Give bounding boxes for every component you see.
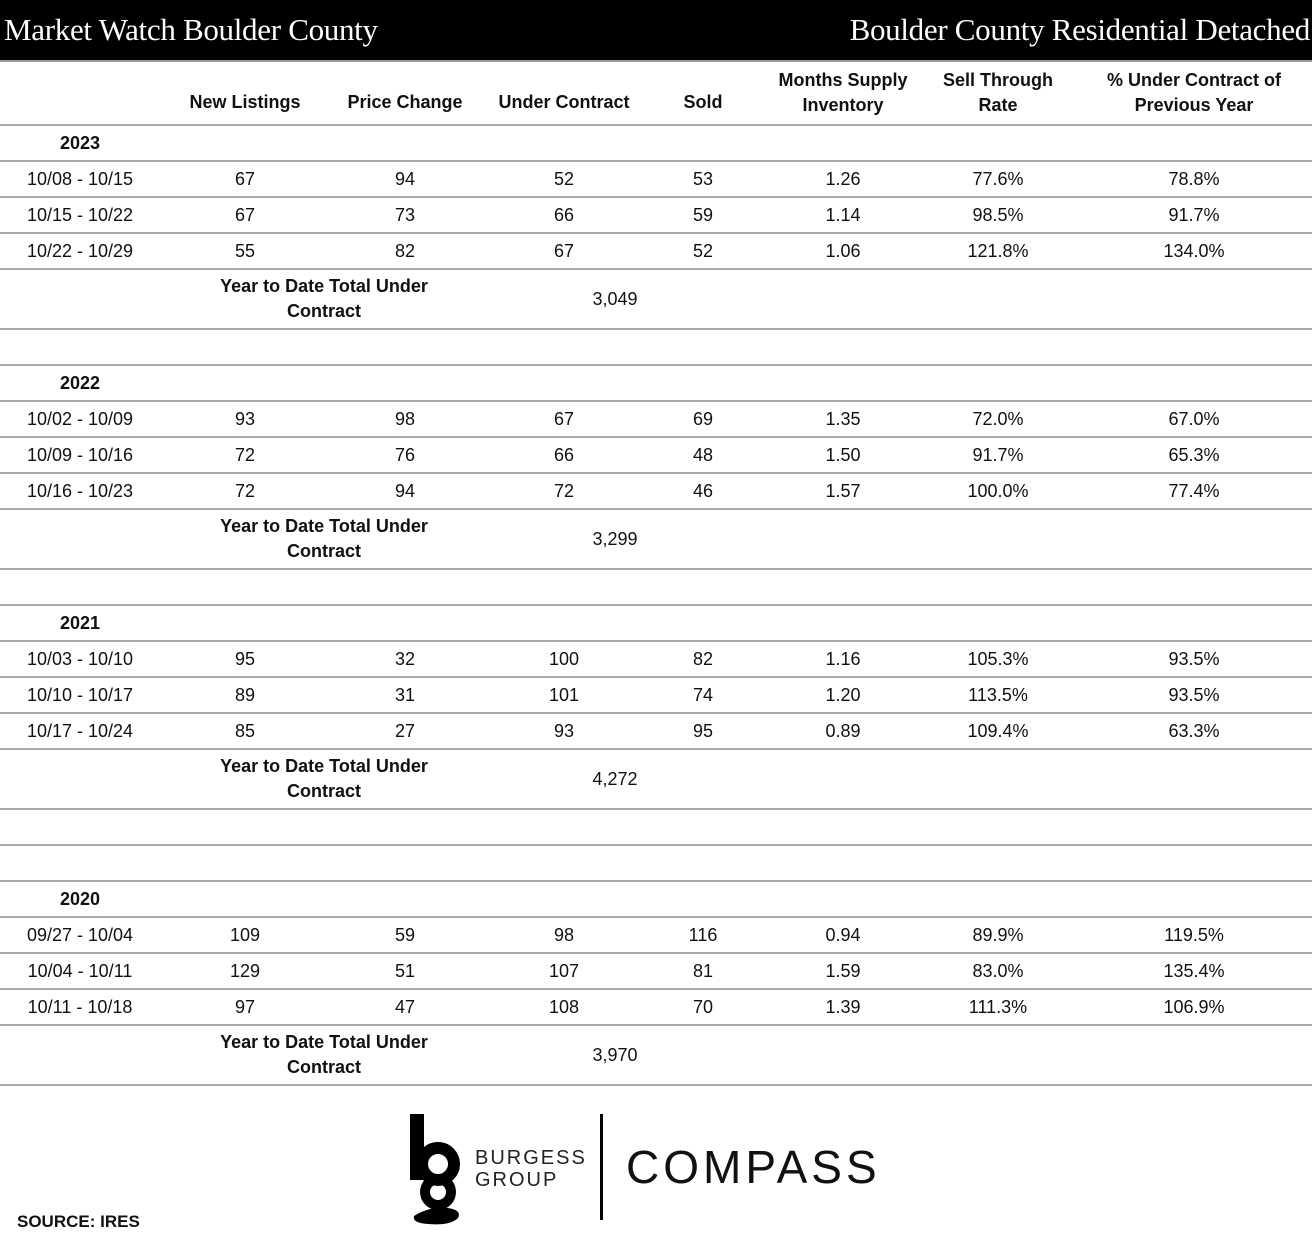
col-under-contract: Under Contract (498, 91, 630, 112)
cell-under-contract: 100 (548, 648, 580, 669)
cell-new-listings: 67 (234, 168, 256, 189)
year-header-row (0, 366, 1312, 402)
cell-period: 10/02 - 10/09 (26, 408, 134, 429)
cell-sold: 82 (692, 648, 714, 669)
spacer-row (0, 810, 1312, 846)
cell-months-supply: 1.35 (825, 408, 861, 429)
logo-divider (600, 1114, 603, 1220)
cell-pct-prev: 91.7% (1168, 204, 1220, 225)
cell-new-listings: 89 (234, 684, 256, 705)
cell-sell-through: 100.0% (967, 480, 1029, 501)
cell-new-listings: 72 (234, 444, 256, 465)
ytd-total-row (0, 510, 1312, 570)
cell-period: 10/09 - 10/16 (26, 444, 134, 465)
cell-price-change: 32 (394, 648, 416, 669)
table-row (0, 474, 1312, 510)
cell-sold: 69 (692, 408, 714, 429)
cell-months-supply: 1.20 (825, 684, 861, 705)
cell-under-contract: 52 (553, 168, 575, 189)
cell-period: 10/22 - 10/29 (26, 240, 134, 261)
col-new-listings: New Listings (189, 91, 301, 112)
logo-area (400, 1108, 920, 1228)
year-label: 2021 (59, 612, 101, 633)
table-row (0, 990, 1312, 1026)
page-subtitle: Boulder County Residential Detached (849, 12, 1310, 47)
ytd-total-value: 3,970 (592, 1044, 638, 1065)
cell-price-change: 31 (394, 684, 416, 705)
cell-price-change: 47 (394, 996, 416, 1017)
cell-under-contract: 67 (553, 240, 575, 261)
burgess-group-logo (400, 1108, 920, 1228)
cell-sold: 74 (692, 684, 714, 705)
cell-pct-prev: 93.5% (1168, 684, 1220, 705)
ytd-total-value: 3,049 (592, 288, 638, 309)
cell-months-supply: 1.39 (825, 996, 861, 1017)
cell-price-change: 94 (394, 480, 416, 501)
cell-months-supply: 0.94 (825, 924, 861, 945)
cell-pct-prev: 78.8% (1168, 168, 1220, 189)
table-row (0, 162, 1312, 198)
title-bar (0, 0, 1312, 62)
cell-months-supply: 1.59 (825, 960, 861, 981)
col-months-supply: Months Supply Inventory (778, 70, 908, 115)
year-label: 2020 (59, 888, 101, 909)
year-header-row (0, 606, 1312, 642)
cell-sold: 95 (692, 720, 714, 741)
table-row (0, 954, 1312, 990)
cell-price-change: 59 (394, 924, 416, 945)
cell-months-supply: 1.57 (825, 480, 861, 501)
cell-months-supply: 1.14 (825, 204, 861, 225)
cell-period: 09/27 - 10/04 (26, 924, 134, 945)
burgess-text: BURGESS (475, 1147, 587, 1169)
cell-pct-prev: 119.5% (1164, 924, 1224, 945)
cell-months-supply: 1.26 (825, 168, 861, 189)
table-row (0, 198, 1312, 234)
cell-under-contract: 67 (553, 408, 575, 429)
table-row (0, 678, 1312, 714)
table-row (0, 918, 1312, 954)
cell-under-contract: 98 (553, 924, 575, 945)
compass-logo: COMPASS (626, 1141, 881, 1193)
table-row (0, 234, 1312, 270)
cell-sold: 59 (692, 204, 714, 225)
cell-new-listings: 67 (234, 204, 256, 225)
cell-sold: 116 (688, 924, 718, 945)
cell-price-change: 98 (394, 408, 416, 429)
cell-price-change: 73 (394, 204, 416, 225)
spacer-row (0, 846, 1312, 882)
ytd-total-row (0, 270, 1312, 330)
cell-sell-through: 109.4% (967, 720, 1029, 741)
table-row (0, 402, 1312, 438)
table-row (0, 438, 1312, 474)
cell-sold: 46 (692, 480, 714, 501)
cell-new-listings: 85 (234, 720, 256, 741)
cell-price-change: 51 (394, 960, 416, 981)
cell-sell-through: 77.6% (972, 168, 1024, 189)
page-title: Market Watch Boulder County (4, 12, 378, 47)
cell-under-contract: 93 (553, 720, 575, 741)
cell-sold: 81 (692, 960, 714, 981)
cell-sold: 53 (692, 168, 714, 189)
cell-sold: 48 (692, 444, 714, 465)
year-header-row (0, 882, 1312, 918)
cell-under-contract: 108 (548, 996, 580, 1017)
ytd-total-row (0, 1026, 1312, 1086)
cell-sell-through: 83.0% (972, 960, 1024, 981)
cell-months-supply: 1.16 (825, 648, 861, 669)
cell-under-contract: 107 (548, 960, 580, 981)
cell-pct-prev: 106.9% (1163, 996, 1225, 1017)
col-sell-through: Sell Through Rate (943, 70, 1053, 115)
cell-price-change: 27 (394, 720, 416, 741)
cell-under-contract: 66 (553, 204, 575, 225)
cell-new-listings: 97 (234, 996, 256, 1017)
group-text: GROUP (475, 1169, 559, 1191)
year-label: 2023 (59, 132, 101, 153)
cell-new-listings: 95 (234, 648, 256, 669)
cell-sell-through: 113.5% (968, 684, 1028, 705)
column-header-row (0, 62, 1312, 126)
ytd-label: Year to Date Total Under Contract (220, 276, 428, 321)
cell-new-listings: 129 (229, 960, 261, 981)
cell-months-supply: 1.06 (825, 240, 861, 261)
cell-pct-prev: 134.0% (1163, 240, 1225, 261)
cell-pct-prev: 65.3% (1168, 444, 1220, 465)
cell-sold: 70 (692, 996, 714, 1017)
cell-period: 10/15 - 10/22 (26, 204, 134, 225)
ytd-label: Year to Date Total Under Contract (220, 516, 428, 561)
cell-under-contract: 66 (553, 444, 575, 465)
bg-monogram-g-tail (414, 1208, 459, 1225)
source-note: SOURCE: IRES (17, 1212, 140, 1231)
ytd-label: Year to Date Total Under Contract (220, 756, 428, 801)
cell-new-listings: 72 (234, 480, 256, 501)
cell-pct-prev: 77.4% (1168, 480, 1220, 501)
ytd-total-value: 3,299 (592, 528, 638, 549)
cell-under-contract: 101 (548, 684, 580, 705)
cell-period: 10/17 - 10/24 (26, 720, 134, 741)
ytd-label: Year to Date Total Under Contract (220, 1032, 428, 1077)
cell-pct-prev: 135.4% (1163, 960, 1225, 981)
cell-period: 10/10 - 10/17 (26, 684, 134, 705)
cell-new-listings: 55 (234, 240, 256, 261)
year-header-row (0, 126, 1312, 162)
ytd-total-value: 4,272 (592, 768, 638, 789)
year-label: 2022 (59, 372, 101, 393)
cell-period: 10/03 - 10/10 (26, 648, 134, 669)
cell-period: 10/04 - 10/11 (27, 960, 133, 981)
cell-pct-prev: 93.5% (1168, 648, 1220, 669)
spacer-row (0, 570, 1312, 606)
cell-new-listings: 109 (229, 924, 261, 945)
spacer-row (0, 330, 1312, 366)
cell-period: 10/11 - 10/18 (27, 996, 133, 1017)
cell-sell-through: 98.5% (972, 204, 1024, 225)
table-row (0, 714, 1312, 750)
cell-under-contract: 72 (553, 480, 575, 501)
cell-sell-through: 72.0% (972, 408, 1024, 429)
col-price-change: Price Change (347, 91, 463, 112)
cell-sell-through: 105.3% (967, 648, 1029, 669)
cell-sell-through: 89.9% (972, 924, 1024, 945)
cell-pct-prev: 63.3% (1168, 720, 1220, 741)
cell-sold: 52 (692, 240, 714, 261)
ytd-total-row (0, 750, 1312, 810)
cell-price-change: 82 (394, 240, 416, 261)
cell-months-supply: 1.50 (825, 444, 861, 465)
cell-sell-through: 91.7% (972, 444, 1024, 465)
cell-price-change: 76 (394, 444, 416, 465)
col-pct-under-contract: % Under Contract of Previous Year (1106, 70, 1281, 115)
cell-pct-prev: 67.0% (1168, 408, 1220, 429)
cell-period: 10/08 - 10/15 (26, 168, 134, 189)
cell-new-listings: 93 (234, 408, 256, 429)
cell-price-change: 94 (394, 168, 416, 189)
cell-sell-through: 121.8% (967, 240, 1029, 261)
table-row (0, 642, 1312, 678)
cell-months-supply: 0.89 (825, 720, 861, 741)
bg-monogram-g-bowl (425, 1179, 451, 1205)
cell-sell-through: 111.3% (968, 996, 1028, 1017)
col-sold: Sold (683, 91, 723, 112)
cell-period: 10/16 - 10/23 (26, 480, 134, 501)
